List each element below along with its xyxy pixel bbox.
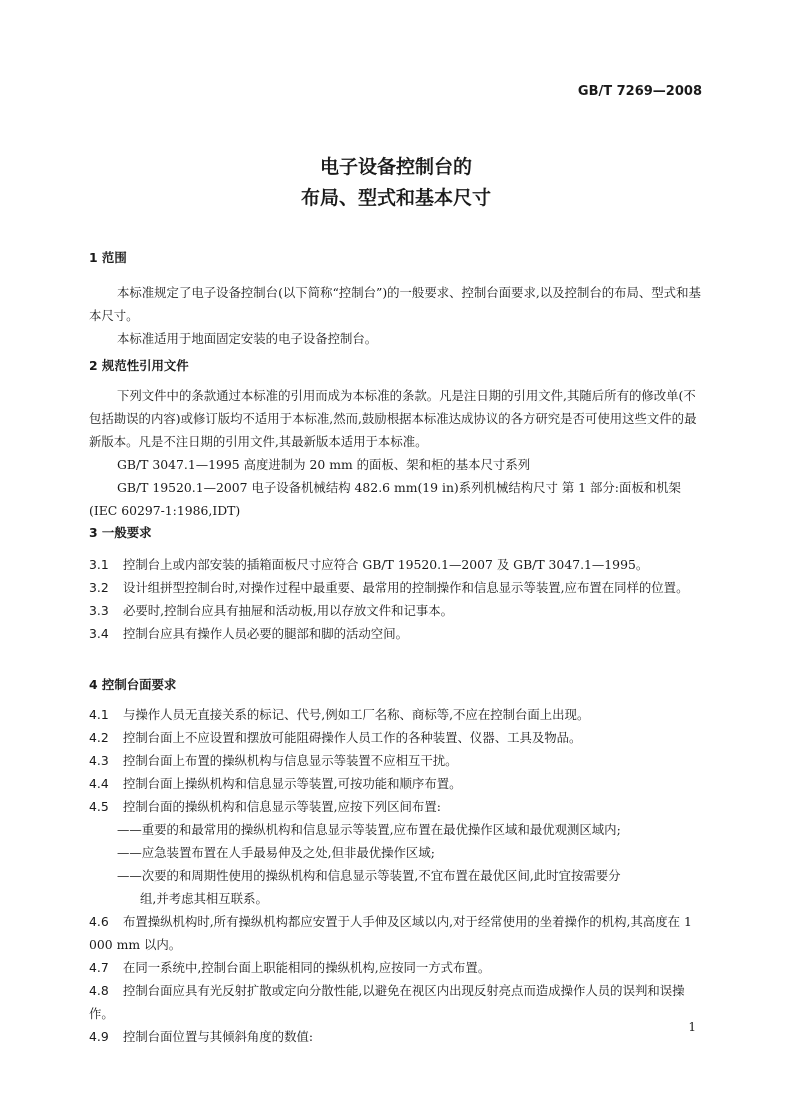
section-3-body — [89, 553, 703, 645]
section-3 — [89, 521, 703, 544]
section-4-body — [89, 703, 703, 1048]
clause-text: 必要时,控制台应具有抽屉和活动板,用以存放文件和记事本。 — [123, 603, 454, 618]
section-1-body — [89, 281, 703, 350]
reference: GB/T 3047.1—1995 高度进制为 20 mm 的面板、架和柜的基本尺寸系列 — [117, 457, 531, 472]
clause-text: 设计组拼型控制台时,对操作过程中最重要、最常用的控制操作和信息显示等装置,应布置在同样的位置。 — [123, 580, 689, 595]
clause-text: 布置操纵机构时,所有操纵机构都应安置于人手伸及区域以内,对于经常使用的坐着操作的机构,其高度在 1 000 mm 以内。 — [89, 914, 692, 952]
standard-code: GB/T 7269—2008 — [577, 84, 702, 99]
clause — [89, 795, 703, 818]
clause — [89, 703, 703, 726]
clause-text: 控制台上或内部安装的插箱面板尺寸应符合 GB/T 19520.1—2007 及 GB/T 3047.1—1995。 — [123, 557, 649, 572]
clause-number: 4.9 — [89, 1029, 109, 1044]
clause-number: 4.2 — [89, 730, 109, 745]
paragraph: 本标准规定了电子设备控制台(以下简称“控制台”)的一般要求、控制台面要求,以及控制台的布局、型式和基本尺寸。 — [89, 285, 701, 323]
clause-number: 4.4 — [89, 776, 109, 791]
section-heading: 4 控制台面要求 — [89, 677, 177, 692]
clause-number: 4.5 — [89, 799, 109, 814]
dash-item: ——重要的和最常用的操纵机构和信息显示等装置,应布置在最优操作区域和最优观测区域内; — [117, 822, 621, 837]
dash-item-continuation: 组,并考虑其相互联系。 — [140, 891, 268, 906]
clause — [89, 599, 703, 622]
dash-item: ——次要的和周期性使用的操纵机构和信息显示等装置,不宜布置在最优区间,此时宜按需要分 — [117, 868, 621, 883]
section-2-body — [89, 384, 703, 522]
clause-number: 3.4 — [89, 626, 109, 641]
section-1 — [89, 246, 703, 269]
clause-number: 4.1 — [89, 707, 109, 722]
clause-number: 4.6 — [89, 914, 109, 929]
clause-number: 4.7 — [89, 960, 109, 975]
clause — [89, 1025, 703, 1048]
clause-text: 控制台面应具有光反射扩散或定向分散性能,以避免在视区内出现反射亮点而造成操作人员的误判和误操作。 — [89, 983, 685, 1021]
clause-text: 在同一系统中,控制台面上职能相同的操纵机构,应按同一方式布置。 — [123, 960, 491, 975]
clause — [89, 553, 703, 576]
page-number: 1 — [688, 1020, 696, 1034]
clause — [89, 622, 703, 645]
clause-text: 控制台面位置与其倾斜角度的数值: — [123, 1029, 314, 1044]
paragraph: 下列文件中的条款通过本标准的引用而成为本标准的条款。凡是注日期的引用文件,其随后所有的修改单(不包括勘误的内容)或修订版均不适用于本标准,然而,鼓励根据本标准达成协议的各方研究是否可使用这些文件的最新版本。凡是不注日期的引用文件,其最新版本适用于本标准。 — [89, 388, 697, 449]
dash-item: ——应急装置布置在人手最易伸及之处,但非最优操作区域; — [117, 845, 435, 860]
clause-text: 控制台面的操纵机构和信息显示等装置,应按下列区间布置: — [123, 799, 441, 814]
clause-number: 4.3 — [89, 753, 109, 768]
clause-text: 与操作人员无直接关系的标记、代号,例如工厂名称、商标等,不应在控制台面上出现。 — [123, 707, 590, 722]
section-2 — [89, 354, 703, 377]
clause — [89, 910, 703, 956]
paragraph: 本标准适用于地面固定安装的电子设备控制台。 — [117, 331, 378, 346]
document-title-line1: 电子设备控制台的 — [319, 156, 472, 178]
clause — [89, 576, 703, 599]
section-4 — [89, 673, 703, 696]
section-heading: 1 范围 — [89, 250, 127, 265]
clause — [89, 772, 703, 795]
clause-text: 控制台面上布置的操纵机构与信息显示等装置不应相互干扰。 — [123, 753, 458, 768]
section-heading: 3 一般要求 — [89, 525, 152, 540]
clause-number: 4.8 — [89, 983, 109, 998]
clause — [89, 726, 703, 749]
clause-text: 控制台应具有操作人员必要的腿部和脚的活动空间。 — [123, 626, 408, 641]
clause — [89, 956, 703, 979]
document-title-line2: 布局、型式和基本尺寸 — [300, 187, 491, 209]
clause-text: 控制台面上操纵机构和信息显示等装置,可按功能和顺序布置。 — [123, 776, 462, 791]
clause — [89, 749, 703, 772]
section-heading: 2 规范性引用文件 — [89, 358, 189, 373]
clause-number: 3.1 — [89, 557, 109, 572]
reference: GB/T 19520.1—2007 电子设备机械结构 482.6 mm(19 in)系列机械结构尺寸 第 1 部分:面板和机架(IEC 60297-1:1986,IDT) — [89, 480, 681, 518]
clause-number: 3.3 — [89, 603, 109, 618]
clause-text: 控制台面上不应设置和摆放可能阻碍操作人员工作的各种装置、仪器、工具及物品。 — [123, 730, 582, 745]
clause-number: 3.2 — [89, 580, 109, 595]
clause — [89, 979, 703, 1025]
